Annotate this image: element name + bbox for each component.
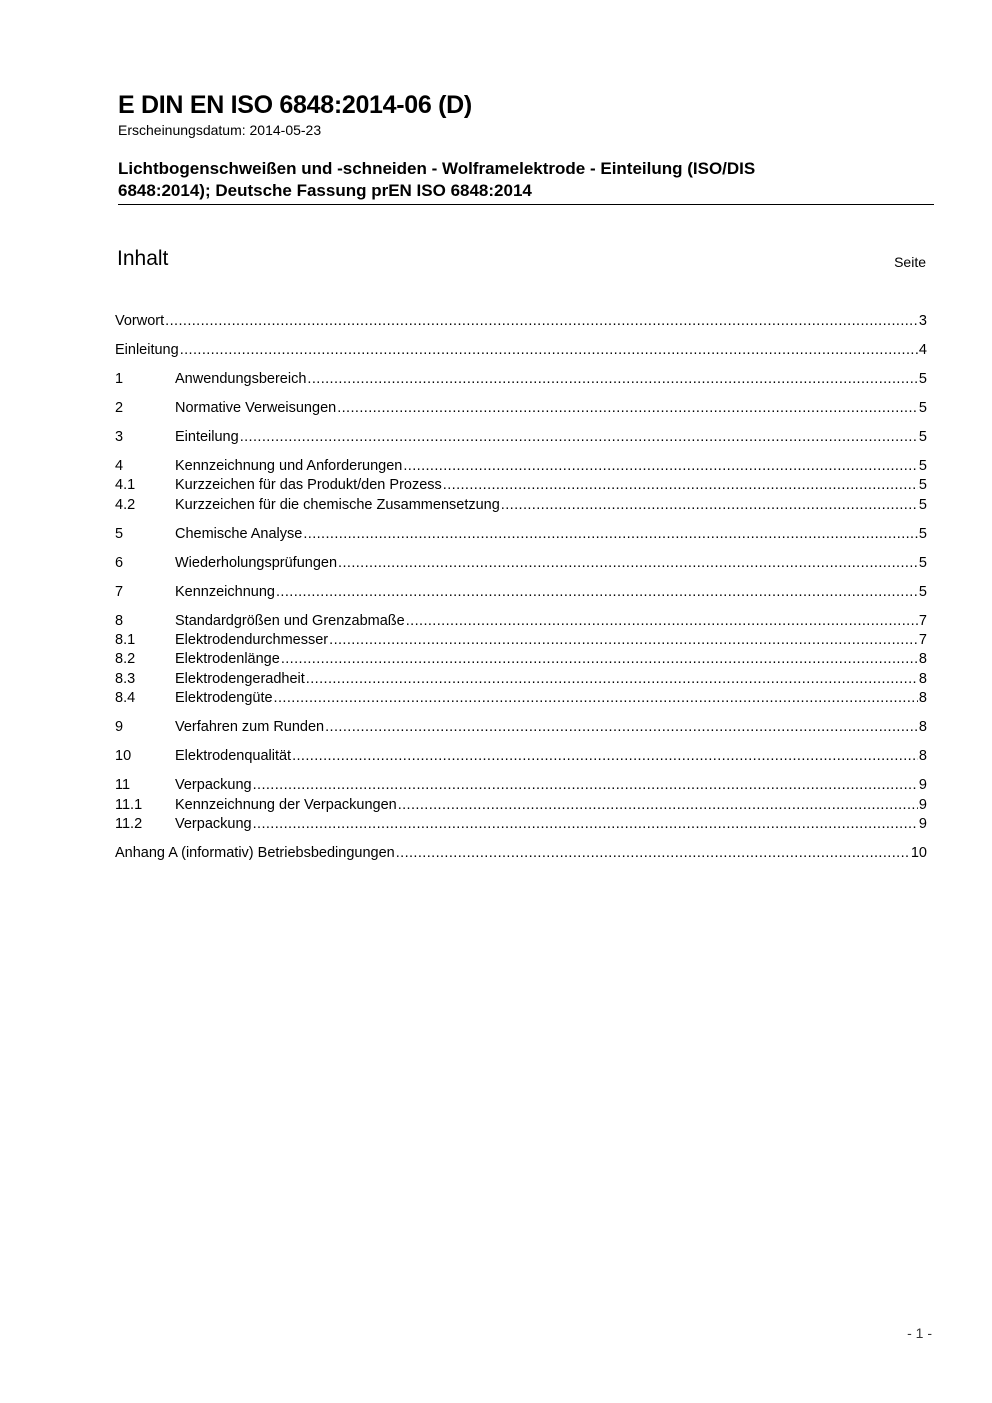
- toc-leader-dots: [398, 796, 918, 815]
- toc-entry-title: Elektrodenlänge: [175, 651, 280, 668]
- toc-entry-page: 5: [918, 583, 927, 600]
- toc-entry-3[interactable]: [115, 428, 927, 447]
- toc-entry-page: 9: [918, 796, 927, 813]
- toc-leader-dots: [292, 747, 918, 766]
- document-title: E DIN EN ISO 6848:2014-06 (D): [118, 91, 472, 119]
- toc-entry-title: Verpackung: [175, 777, 252, 794]
- toc-leader-dots: [253, 815, 918, 834]
- toc-entry-page: 5: [918, 399, 927, 416]
- toc-entry-5[interactable]: [115, 525, 927, 544]
- toc-entry-number: 8.1: [115, 632, 136, 649]
- toc-entry-page: 7: [918, 612, 927, 629]
- toc-entry-title: Normative Verweisungen: [175, 399, 337, 416]
- table-of-contents: [115, 312, 927, 863]
- toc-entry-einleitung[interactable]: [115, 341, 927, 360]
- toc-entry-7[interactable]: [115, 583, 927, 602]
- toc-leader-dots: [281, 650, 918, 669]
- toc-entry-2[interactable]: [115, 399, 927, 418]
- toc-leader-dots: [325, 718, 918, 737]
- toc-entry-page: 5: [918, 554, 927, 571]
- toc-entry-title: Kurzzeichen für das Produkt/den Prozess: [175, 477, 442, 494]
- toc-entry-number: 4.1: [115, 477, 136, 494]
- toc-entry-title: Einleitung: [115, 341, 179, 358]
- subtitle-line-1: Lichtbogenschweißen und -schneiden - Wolframelektrode - Einteilung (ISO/DIS: [118, 159, 756, 178]
- toc-page-label: Seite: [894, 254, 926, 270]
- toc-entry-title: Elektrodengeradheit: [175, 670, 305, 687]
- toc-entry-8[interactable]: [115, 612, 927, 631]
- toc-leader-dots: [307, 370, 918, 389]
- toc-entry-title: Anwendungsbereich: [175, 370, 307, 387]
- toc-entry-8-3[interactable]: [115, 670, 927, 689]
- toc-leader-dots: [276, 583, 918, 602]
- toc-entry-11-1[interactable]: [115, 796, 927, 815]
- toc-entry-title: Wiederholungsprüfungen: [175, 554, 338, 571]
- toc-entry-number: 1: [115, 370, 124, 387]
- toc-entry-page: 5: [918, 457, 927, 474]
- toc-leader-dots: [306, 670, 918, 689]
- toc-entry-page: 5: [918, 477, 927, 494]
- toc-entry-page: 4: [918, 341, 927, 358]
- toc-entry-number: 9: [115, 719, 124, 736]
- toc-entry-title: Kurzzeichen für die chemische Zusammensetzung: [175, 496, 500, 513]
- toc-entry-number: 7: [115, 583, 124, 600]
- toc-entry-title: Verfahren zum Runden: [175, 719, 325, 736]
- toc-entry-page: 5: [918, 525, 927, 542]
- toc-leader-dots: [253, 776, 918, 795]
- toc-leader-dots: [403, 457, 918, 476]
- toc-entry-page: 8: [918, 670, 927, 687]
- toc-entry-number: 4.2: [115, 496, 136, 513]
- toc-entry-title: Elektrodenqualität: [175, 748, 292, 765]
- toc-entry-page: 8: [918, 651, 927, 668]
- toc-entry-title: Elektrodengüte: [175, 690, 273, 707]
- toc-leader-dots: [443, 476, 918, 495]
- toc-entry-1[interactable]: [115, 370, 927, 389]
- toc-heading: Inhalt: [117, 247, 169, 270]
- toc-entry-10[interactable]: [115, 747, 927, 766]
- toc-entry-page: 8: [918, 690, 927, 707]
- toc-entry-title: Kennzeichnung: [175, 583, 275, 600]
- toc-entry-number: 8.3: [115, 670, 136, 687]
- toc-entry-number: 11.2: [115, 815, 143, 832]
- toc-entry-number: 10: [115, 748, 132, 765]
- toc-entry-title: Kennzeichnung und Anforderungen: [175, 457, 403, 474]
- toc-entry-page: 8: [918, 719, 927, 736]
- toc-entry-page: 8: [918, 748, 927, 765]
- toc-entry-title: Kennzeichnung der Verpackungen: [175, 796, 397, 813]
- toc-entry-number: 11.1: [115, 796, 143, 813]
- toc-entry-number: 8.4: [115, 690, 136, 707]
- subtitle-line-2: 6848:2014); Deutsche Fassung prEN ISO 6848:2014: [118, 181, 532, 200]
- toc-leader-dots: [338, 554, 918, 573]
- toc-entry-8-2[interactable]: [115, 650, 927, 669]
- release-date: Erscheinungsdatum: 2014-05-23: [118, 122, 322, 138]
- toc-entry-title: Anhang A (informativ) Betriebsbedingungen: [115, 844, 395, 861]
- toc-entry-title: Chemische Analyse: [175, 525, 303, 542]
- toc-entry-number: 4: [115, 457, 124, 474]
- toc-entry-title: Standardgrößen und Grenzabmaße: [175, 612, 405, 629]
- toc-entry-6[interactable]: [115, 554, 927, 573]
- footer-page-number: - 1 -: [907, 1325, 932, 1341]
- toc-entry-11-2[interactable]: [115, 815, 927, 834]
- toc-entry-title: Elektrodendurchmesser: [175, 632, 329, 649]
- toc-leader-dots: [274, 689, 918, 708]
- toc-entry-vorwort[interactable]: [115, 312, 927, 331]
- toc-leader-dots: [329, 631, 918, 650]
- toc-entry-number: 8: [115, 612, 124, 629]
- toc-leader-dots: [165, 312, 918, 331]
- toc-entry-11[interactable]: [115, 776, 927, 795]
- toc-entry-page: 9: [918, 815, 927, 832]
- toc-entry-4[interactable]: [115, 457, 927, 476]
- toc-entry-page: 3: [918, 313, 927, 329]
- toc-leader-dots: [240, 428, 918, 447]
- toc-entry-page: 7: [918, 632, 927, 649]
- toc-entry-4-1[interactable]: [115, 476, 927, 495]
- toc-entry-title: Einteilung: [175, 428, 239, 445]
- toc-leader-dots: [396, 844, 910, 863]
- toc-leader-dots: [337, 399, 918, 418]
- toc-entry-page: 5: [918, 370, 927, 387]
- toc-leader-dots: [303, 525, 918, 544]
- toc-entry-8-1[interactable]: [115, 631, 927, 650]
- toc-entry-title: Vorwort: [115, 313, 165, 329]
- toc-entry-4-2[interactable]: [115, 496, 927, 515]
- toc-entry-page: 5: [918, 428, 927, 445]
- toc-leader-dots: [501, 496, 918, 515]
- toc-leader-dots: [406, 612, 918, 631]
- toc-entry-number: 5: [115, 525, 124, 542]
- toc-entry-page: 10: [910, 844, 927, 861]
- toc-entry-number: 6: [115, 554, 124, 571]
- toc-entry-number: 2: [115, 399, 124, 416]
- toc-entry-anhang-a[interactable]: [115, 844, 927, 863]
- toc-entry-number: 3: [115, 428, 124, 445]
- document-header: [118, 90, 934, 205]
- document-subtitle: [118, 158, 934, 205]
- toc-entry-number: 8.2: [115, 651, 136, 668]
- toc-leader-dots: [180, 341, 918, 360]
- toc-entry-8-4[interactable]: [115, 689, 927, 708]
- toc-entry-page: 9: [918, 777, 927, 794]
- toc-entry-title: Verpackung: [175, 815, 252, 832]
- toc-entry-number: 11: [115, 777, 131, 794]
- toc-entry-9[interactable]: [115, 718, 927, 737]
- toc-entry-page: 5: [918, 496, 927, 513]
